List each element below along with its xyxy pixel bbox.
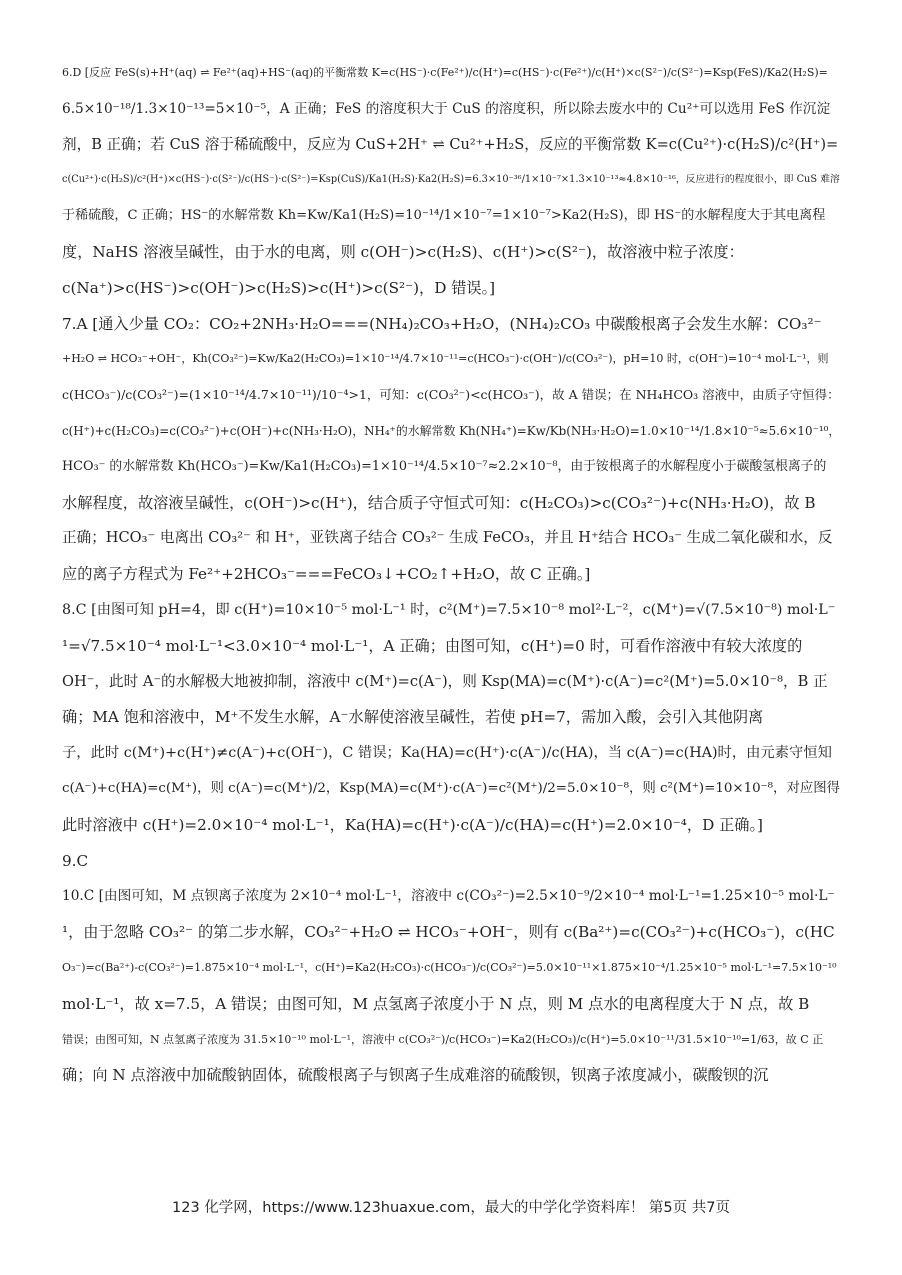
text-line: c(Cu²⁺)·c(H₂S)/c²(H⁺)×c(HS⁻)·c(S²⁻)/c(HS⁻)·c(S²⁻)=Ksp(CuS)/Ka1(H₂S)·Ka2(H₂S)=6.3×10⁻³⁶/1×10⁻⁷×1.3×10⁻¹³≈4.8×10⁻¹⁶，反应进行的程度很小，即 CuS 难溶 bbox=[62, 174, 840, 186]
text-line: 8.C [由图可知 pH=4，即 c(H⁺)=10×10⁻⁵ mol·L⁻¹ 时，c²(M⁺)=7.5×10⁻⁸ mol²·L⁻²，c(M⁺)=√(7.5×10⁻⁸) mol·L⁻ bbox=[62, 601, 836, 618]
text-line: 子，此时 c(M⁺)+c(H⁺)≠c(A⁻)+c(OH⁻)，C 错误；Ka(HA)=c(H⁺)·c(A⁻)/c(HA)，当 c(A⁻)=c(HA)时，由元素守恒知 bbox=[62, 745, 832, 762]
text-line: 水解程度，故溶液呈碱性，c(OH⁻)>c(H⁺)，结合质子守恒式可知：c(H₂CO₃)>c(CO₃²⁻)+c(NH₃·H₂O)，故 B bbox=[62, 493, 816, 512]
text-line: 此时溶液中 c(H⁺)=2.0×10⁻⁴ mol·L⁻¹，Ka(HA)=c(H⁺)·c(A⁻)/c(HA)=c(H⁺)=2.0×10⁻⁴，D 正确。] bbox=[62, 815, 763, 834]
text-line: c(A⁻)+c(HA)=c(M⁺)，则 c(A⁻)=c(M⁺)/2，Ksp(MA)=c(M⁺)·c(A⁻)=c²(M⁺)/2=5.0×10⁻⁸，则 c²(M⁺)=10×10⁻⁸，对应图得 bbox=[62, 780, 840, 796]
text-line: 6.D [反应 FeS(s)+H⁺(aq) ⇌ Fe²⁺(aq)+HS⁻(aq)的平衡常数 K=c(HS⁻)·c(Fe²⁺)/c(H⁺)=c(HS⁻)·c(Fe²⁺)/c(H⁺)×c(S²⁻)/c(S²⁻)=Ksp(FeS)/Ka2(H₂S)= bbox=[62, 66, 828, 79]
text-line: +H₂O ⇌ HCO₃⁻+OH⁻，Kh(CO₃²⁻)=Kw/Ka2(H₂CO₃)=1×10⁻¹⁴/4.7×10⁻¹¹=c(HCO₃⁻)·c(OH⁻)/c(CO₃²⁻)，pH=10 时，c(OH⁻)=10⁻⁴ mol·L⁻¹，则 bbox=[62, 352, 829, 366]
text-line: c(H⁺)+c(H₂CO₃)=c(CO₃²⁻)+c(OH⁻)+c(NH₃·H₂O)，NH₄⁺的水解常数 Kh(NH₄⁺)=Kw/Kb(NH₃·H₂O)=1.0×10⁻¹⁴/1.8×10⁻⁵≈5.6×10⁻¹⁰， bbox=[62, 423, 840, 438]
text-line: mol·L⁻¹，故 x=7.5，A 错误；由图可知，M 点氢离子浓度小于 N 点，则 M 点水的电离程度大于 N 点，故 B bbox=[62, 994, 810, 1013]
text-line: 错误；由图可知，N 点氢离子浓度为 31.5×10⁻¹⁰ mol·L⁻¹，溶液中 c(CO₃²⁻)/c(HCO₃⁻)=Ka2(H₂CO₃)/c(H⁺)=5.0×10⁻¹¹/31.5×10⁻¹⁰=1/63，故 C 正 bbox=[62, 1032, 824, 1046]
text-line: 于稀硫酸，C 正确；HS⁻的水解常数 Kh=Kw/Ka1(H₂S)=10⁻¹⁴/1×10⁻⁷=1×10⁻⁷>Ka2(H₂S)，即 HS⁻的水解程度大于其电离程 bbox=[62, 208, 826, 224]
text-line: OH⁻，此时 A⁻的水解极大地被抑制，溶液中 c(M⁺)=c(A⁻)，则 Ksp(MA)=c(M⁺)·c(A⁻)=c²(M⁺)=5.0×10⁻⁸，B 正 bbox=[62, 672, 828, 690]
text-line: O₃⁻)=c(Ba²⁺)-c(CO₃²⁻)=1.875×10⁻⁴ mol·L⁻¹，c(H⁺)=Ka2(H₂CO₃)·c(HCO₃⁻)/c(CO₃²⁻)=5.0×10⁻¹¹×1.875×10⁻⁴/1.25×10⁻⁵ mol·L⁻¹=7.5×10⁻¹⁰ bbox=[62, 960, 837, 974]
text-line: HCO₃⁻ 的水解常数 Kh(HCO₃⁻)=Kw/Ka1(H₂CO₃)=1×10⁻¹⁴/4.5×10⁻⁷≈2.2×10⁻⁸，由于铵根离子的水解程度小于碳酸氢根离子的 bbox=[62, 458, 827, 474]
text-line: 9.C bbox=[62, 851, 89, 870]
page-footer: 123 化学网，https://www.123huaxue.com，最大的中学化学资料库！ 第5页 共7页 bbox=[172, 1200, 730, 1216]
text-line: 应的离子方程式为 Fe²⁺+2HCO₃⁻===FeCO₃↓+CO₂↑+H₂O，故 C 正确。] bbox=[62, 565, 591, 584]
text-line: c(HCO₃⁻)/c(CO₃²⁻)=(1×10⁻¹⁴/4.7×10⁻¹¹)/10⁻⁴>1，可知：c(CO₃²⁻)<c(HCO₃⁻)，故 A 错误；在 NH₄HCO₃ 溶液中，由质子守恒得： bbox=[62, 387, 840, 403]
text-line: 确；向 N 点溶液中加硫酸钠固体，硫酸根离子与钡离子生成难溶的硫酸钡，钡离子浓度减小，碳酸钡的沉 bbox=[62, 1066, 769, 1085]
text-line: 6.5×10⁻¹⁸/1.3×10⁻¹³=5×10⁻⁵，A 正确；FeS 的溶度积大于 CuS 的溶度积，所以除去废水中的 Cu²⁺可以选用 FeS 作沉淀 bbox=[62, 100, 831, 117]
text-line: 度，NaHS 溶液呈碱性，由于水的电离，则 c(OH⁻)>c(H₂S)、c(H⁺)>c(S²⁻)，故溶液中粒子浓度： bbox=[62, 242, 744, 261]
text-line: ¹，由于忽略 CO₃²⁻ 的第二步水解，CO₃²⁻+H₂O ⇌ HCO₃⁻+OH⁻，则有 c(Ba²⁺)=c(CO₃²⁻)+c(HCO₃⁻)，c(HC bbox=[62, 923, 835, 942]
text-line: 剂，B 正确；若 CuS 溶于稀硫酸中，反应为 CuS+2H⁺ ⇌ Cu²⁺+H₂S，反应的平衡常数 K=c(Cu²⁺)·c(H₂S)/c²(H⁺)= bbox=[62, 135, 839, 153]
text-line: 10.C [由图可知，M 点钡离子浓度为 2×10⁻⁴ mol·L⁻¹，溶液中 c(CO₃²⁻)=2.5×10⁻⁹/2×10⁻⁴ mol·L⁻¹=1.25×10⁻⁵ mol·L⁻ bbox=[62, 888, 835, 905]
text-line: 确；MA 饱和溶液中，M⁺不发生水解，A⁻水解使溶液呈碱性，若使 pH=7，需加入酸，会引入其他阴离 bbox=[62, 708, 764, 727]
text-line: c(Na⁺)>c(HS⁻)>c(OH⁻)>c(H₂S)>c(H⁺)>c(S²⁻)，D 错误。] bbox=[62, 278, 496, 297]
text-line: 7.A [通入少量 CO₂：CO₂+2NH₃·H₂O===(NH₄)₂CO₃+H₂O，(NH₄)₂CO₃ 中碳酸根离子会发生水解：CO₃²⁻ bbox=[62, 314, 822, 333]
text-line: ¹=√7.5×10⁻⁴ mol·L⁻¹<3.0×10⁻⁴ mol·L⁻¹，A 正确；由图可知，c(H⁺)=0 时，可看作溶液中有较大浓度的 bbox=[62, 636, 803, 655]
answer-text bbox=[62, 62, 840, 1086]
text-line: 正确；HCO₃⁻ 电离出 CO₃²⁻ 和 H⁺，亚铁离子结合 CO₃²⁻ 生成 FeCO₃，并且 H⁺结合 HCO₃⁻ 生成二氧化碳和水，反 bbox=[62, 529, 833, 547]
